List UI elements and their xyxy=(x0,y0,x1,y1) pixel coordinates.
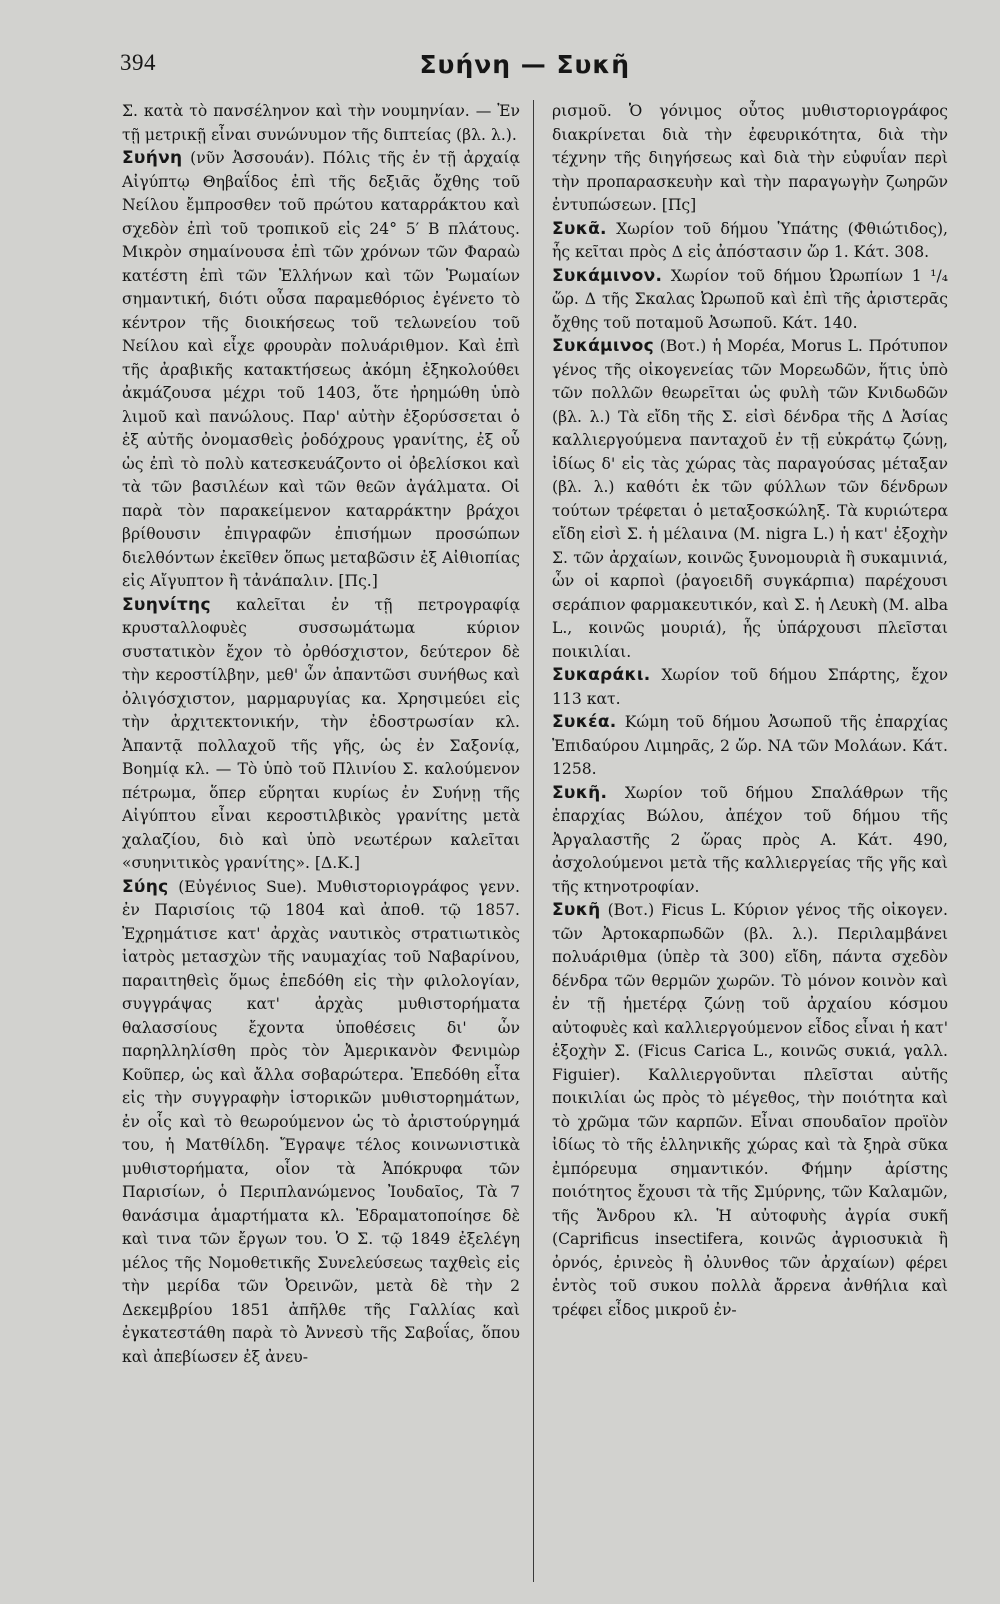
right-column xyxy=(552,100,948,1322)
dictionary-entry xyxy=(122,147,520,594)
entry-text: (Εὐγένιος Sue). Μυθιστοριογράφος γενν. ἐν Παρισίοις τῷ 1804 καὶ ἀποθ. τῷ 1857. Ἐχρημάτισε κατ' ἀρχὰς ναυτικὸς στρατιωτικὸς ἰατρὸς μετασχὼν τῆς ναυμαχίας τοῦ Ναβαρίνου, παραιτηθεὶς ὅμως ἐπεδόθη εἰς τὴν φιλολογίαν, συγγράψας κατ' ἀρχὰς μυθιστορήματα θαλασσίους ἔχοντα ὑποθέσεις δι' ὧν παρηλληλίσθη πρὸς τὸν Ἀμερικανὸν Φενιμὼρ Κοῦπερ, ὡς καὶ ἄλλα σοβαρώτερα. Ἐπεδόθη εἶτα εἰς τὴν συγγραφὴν ἱστορικῶν μυθιστορημάτων, ἐν οἷς καὶ τὸ θεωρούμενον ὡς τὸ ἀριστούργημά του, ἡ Ματθίλδη. Ἔγραψε τέλος κοινωνιστικὰ μυθιστορήματα, οἷον τὰ Ἀπόκρυφα τῶν Παρισίων, ὁ Περιπλανώμενος Ἰουδαῖος, Τὰ 7 θανάσιμα ἁμαρτήματα κλ. Ἐδραματοποίησε δὲ καὶ τινα τῶν ἔργων του. Ὁ Σ. τῷ 1849 ἐξελέγη μέλος τῆς Νομοθετικῆς Συνελεύσεως ταχθεὶς εἰς τὴν μερίδα τῶν Ὀρεινῶν, μετὰ δὲ τὴν 2 Δεκεμβρίου 1851 ἀπῆλθε τῆς Γαλλίας καὶ ἐγκατεστάθη παρὰ τὸ Ἀννεσὺ τῆς Σαβοΐας, ὅπου καὶ ἀπεβίωσεν ἐξ ἀνευ- xyxy=(122,877,520,1366)
dictionary-entry xyxy=(552,899,948,1322)
dictionary-entry xyxy=(552,100,948,218)
entry-text: (Βοτ.) ἡ Μορέα, Morus L. Πρότυπον γένος τῆς οἰκογενείας τῶν Μορεωδῶν, ἥτις ὑπὸ τῶν πολλῶν θεωρεῖται ὡς φυλὴ τῶν Κνιδωδῶν (βλ. λ.) Τὰ εἴδη τῆς Σ. εἰσὶ δένδρα τῆς Δ Ἀσίας καλλιεργούμενα πανταχοῦ ἐν τῇ εὐκράτῳ ζώνῃ, ἰδίως δ' εἰς τὰς χώρας τὰς παραγούσας μέταξαν (βλ. λ.) καθότι ἐκ τῶν φύλλων τῶν δένδρων τούτων τρέφεται ὁ μεταξοσκώληξ. Τὰ κυριώτερα εἴδη εἰσὶ Σ. ἡ μέλαινα (M. nigra L.) ἡ κατ' ἐξοχὴν Σ. τῶν ἀρχαίων, κοινῶς ξυνομουριὰ ἢ συκαμινιά, ὧν οἱ καρποὶ (ῥαγοειδῆ συγκάρπια) παρέχουσι σεράπιον φαρμακευτικόν, καὶ Σ. ἡ Λευκὴ (M. alba L., κοινῶς μουριά), ἧς ὑπάρχουσι πλεῖσται ποικιλίαι. xyxy=(552,337,948,661)
dictionary-entry xyxy=(122,594,520,876)
dictionary-entry xyxy=(122,876,520,1370)
entry-text: Κώμη τοῦ δήμου Ἀσωποῦ τῆς ἐπαρχίας Ἐπιδαύρου Λιμηρᾶς, 2 ὥρ. ΝΑ τῶν Μολάων. Κάτ. 1258. xyxy=(552,713,949,778)
entry-headword: Συήνη xyxy=(122,148,183,168)
entry-text: (νῦν Ἀσσουάν). Πόλις τῆς ἐν τῇ ἀρχαίᾳ Αἰγύπτῳ Θηβαΐδος ἐπὶ τῆς δεξιᾶς ὄχθης τοῦ Νείλου ἔμπροσθεν τοῦ πρώτου καταρράκτου καὶ σχεδὸν ἐπὶ τοῦ τροπικοῦ εἰς 24° 5′ Β πλάτους. Μικρὸν σημαίνουσα ἐπὶ τῶν χρόνων τῶν Φαραὼ κατέστη ἐπὶ τῶν Ἑλλήνων καὶ τῶν Ῥωμαίων σημαντική, διότι οὖσα παραμεθόριος ἐγένετο τὸ κέντρον τῆς διοικήσεως τοῦ τελωνείου τοῦ Νείλου καὶ εἶχε φρουρὰν πολυάριθμον. Καὶ ἐπὶ τῆς ἀραβικῆς κατακτήσεως ἀκόμη ἐξηκολούθει ἀκμάζουσα μέχρι τοῦ 1403, ὅτε ἠρημώθη ὑπὸ λιμοῦ καὶ πανώλους. Παρ' αὐτὴν ἐξορύσσεται ὁ ἐξ αὐτῆς ὀνομασθεὶς ῥοδόχρους γρανίτης, ἐξ οὗ ὡς ἐπὶ τὸ πολὺ κατεσκευάζοντο οἱ ὀβελίσκοι καὶ τὰ τῶν βασιλέων καὶ τῶν θεῶν ἀγάλματα. Οἱ παρὰ τὸν παρακείμενον καταρράκτην βράχοι βρίθουσιν ἐπιγραφῶν ἐπισήμων προσώπων διελθόντων ἐκεῖθεν ὅπως μεταβῶσιν ἐξ Αἰθιοπίας εἰς Αἴγυπτον ἢ τἀνάπαλιν. [Πς.] xyxy=(122,149,520,590)
entry-headword: Συκάμινον. xyxy=(552,265,663,286)
dictionary-entry xyxy=(552,664,948,711)
page-header xyxy=(120,50,630,90)
entry-headword: Συκᾶ. xyxy=(552,218,607,239)
entry-headword: Συκῆ xyxy=(552,900,601,920)
dictionary-entry xyxy=(552,265,948,336)
entry-text: Χωρίον τοῦ δήμου Ὑπάτης (Φθιώτιδος), ἧς κεῖται πρὸς Δ εἰς ἀπόστασιν ὥρ 1. Κάτ. 308. xyxy=(552,219,948,261)
entry-text: (Βοτ.) Ficus L. Κύριον γένος τῆς οἰκογεν. τῶν Ἀρτοκαρπωδῶν (βλ. λ.). Περιλαμβάνει πολυάριθμα (ὑπὲρ τὰ 300) εἴδη, πάντα σχεδὸν δένδρα τῶν θερμῶν χωρῶν. Τὸ μόνον κοινὸν καὶ ἐν τῇ ἡμετέρᾳ ζώνῃ τοῦ ἀρχαίου κόσμου αὐτοφυὲς καὶ καλλιεργούμενον εἶδος εἶναι ἡ κατ' ἐξοχὴν Σ. (Ficus Carica L., κοινῶς συκιά, γαλλ. Figuier). Καλλιεργοῦνται πλεῖσται αὐτῆς ποικιλίαι ὡς πρὸς τὸ μέγεθος, τὴν ποιότητα καὶ τὸ χρῶμα τῶν καρπῶν. Εἶναι σπουδαῖον προϊὸν ἰδίως τὸ τῆς ἑλληνικῆς χώρας καὶ τὰ ξηρὰ σῦκα ἐμπόρευμα σημαντικόν. Φήμην ἀρίστης ποιότητος ἔχουσι τὰ τῆς Σμύρνης, τῶν Καλαμῶν, τῆς Ἄνδρου κλ. Ἡ αὐτοφυὴς ἀγρία συκῆ (Caprificus insectifera, κοινῶς ἀγριοσυκιὰ ἢ ὀρνός, ἐρινεὸς ἢ ὀλυνθος τῶν ἀρχαίων) φέρει ἐντὸς τοῦ συκου πολλὰ ἄρρενα ἀνθήλια καὶ τρέφει εἶδος μικροῦ ἐν- xyxy=(552,901,948,1319)
running-head: Συήνη — Συκῆ xyxy=(419,50,630,79)
entry-text: καλεῖται ἐν τῇ πετρογραφίᾳ κρυσταλλοφυὲς συσσωμάτωμα κύριον συστατικὸν ἔχον τὸ ὀρθόσχιστον, δεύτερον δὲ τὴν κεροστίλβην, μεθ' ὧν ἀπαντῶσι συνήθως καὶ ὀλιγόσχιστον, μαρμαρυγίας κα. Χρησιμεύει εἰς τὴν ἀρχιτεκτονικήν, τὴν ἐδοστρωσίαν κλ. Ἀπαντᾷ πολλαχοῦ τῆς γῆς, ὡς ἐν Σαξονίᾳ, Βοημίᾳ κλ. — Τὸ ὑπὸ τοῦ Πλινίου Σ. καλούμενον πέτρωμα, ὅπερ εὕρηται κυρίως ἐν Συήνῃ τῆς Αἰγύπτου εἶναι κεροστιλβικὸς γρανίτης μετὰ χαλαζίου, διὸ καὶ ὑπὸ νεωτέρων καλεῖται «συηνιτικὸς γρανίτης». [Δ.Κ.] xyxy=(122,595,520,872)
entry-headword: Συηνίτης xyxy=(122,594,211,615)
dictionary-entry xyxy=(552,782,948,900)
entry-text: Χωρίον τοῦ δήμου Σπάρτης, ἔχον 113 κατ. xyxy=(552,666,948,708)
page-number: 394 xyxy=(120,50,156,75)
entry-text: Χωρίον τοῦ δήμου Σπαλάθρων τῆς ἐπαρχίας Βώλου, ἀπέχον τοῦ δήμου τῆς Ἀργαλαστῆς 2 ὥρας πρὸς Α. Κάτ. 490, ἀσχολούμενοι μετὰ τῆς καλλιεργείας τῆς γῆς καὶ τῆς κτηνοτροφίαν. xyxy=(552,783,948,896)
dictionary-entry xyxy=(552,335,948,664)
column-divider xyxy=(533,100,534,1582)
dictionary-entry xyxy=(122,100,520,147)
entry-text: Χωρίον τοῦ δήμου Ὠρωπίων 1 ¹/₄ ὥρ. Δ τῆς Σκαλας Ὠρωποῦ καὶ ἐπὶ τῆς ἀριστερᾶς ὄχθης τοῦ ποταμοῦ Ἀσωποῦ. Κάτ. 140. xyxy=(552,266,948,332)
entry-headword: Συκάμινος xyxy=(552,336,655,356)
entry-headword: Συκαράκι. xyxy=(552,665,651,685)
dictionary-entry xyxy=(552,218,948,265)
entry-headword: Σύης xyxy=(122,876,169,897)
dictionary-entry xyxy=(552,711,948,782)
entry-headword: Συκέα. xyxy=(552,712,617,732)
entry-headword: Συκῆ. xyxy=(552,782,608,803)
entry-text: ρισμοῦ. Ὁ γόνιμος οὗτος μυθιστοριογράφος διακρίνεται διὰ τὴν ἐφευρικότητα, διὰ τὴν τέχνην τῆς διηγήσεως καὶ διὰ τὴν εὐφυΐαν περὶ τὴν προπαρασκευὴν καὶ τὴν παραγωγὴν ζωηρῶν ἐντυπώσεων. [Πς] xyxy=(552,102,948,214)
entry-text: Σ. κατὰ τὸ πανσέληνον καὶ τὴν νουμηνίαν. — Ἐν τῇ μετρικῇ εἶναι συνώνυμον τῆς διπτείας (βλ. λ.). xyxy=(122,102,520,144)
left-column xyxy=(122,100,520,1369)
